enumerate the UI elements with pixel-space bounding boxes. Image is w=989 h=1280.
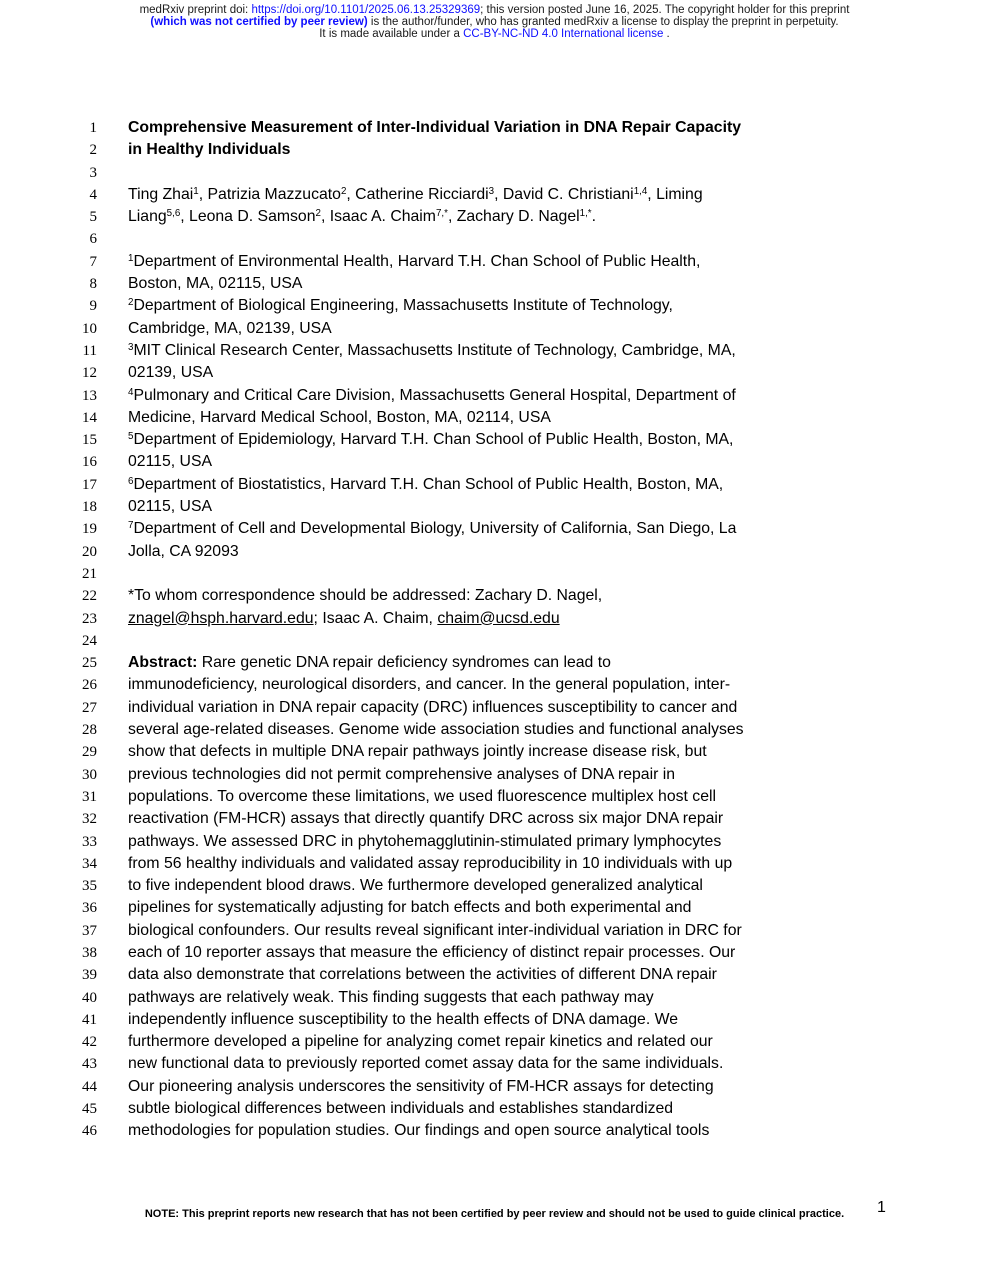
doc-line: [0, 228, 989, 250]
doc-line: [0, 1031, 989, 1053]
doc-line: [0, 340, 989, 362]
doc-line: [0, 964, 989, 986]
line-text: [128, 966, 717, 983]
line-text: [128, 1055, 723, 1072]
line-number: 10: [82, 320, 97, 337]
doc-line: [0, 652, 989, 674]
superscript: 6: [128, 475, 134, 487]
line-number: 33: [82, 833, 97, 850]
line-text: [128, 498, 212, 515]
doc-line: [0, 474, 989, 496]
doc-line: [0, 518, 989, 540]
doc-line: [0, 1076, 989, 1098]
line-number: 36: [82, 900, 97, 917]
line-text: [128, 387, 736, 404]
line-number: 18: [82, 499, 97, 516]
text-segment: in Healthy Individuals: [128, 141, 291, 159]
text-segment: several age-related diseases. Genome wide association studies and functional analyses: [128, 721, 744, 739]
doi-link[interactable]: https://doi.org/10.1101/2025.06.13.25329369: [251, 4, 481, 16]
text-segment: 02139, USA: [128, 364, 214, 382]
line-number: 16: [82, 454, 97, 471]
text-segment: subtle biological differences between individuals and establishes standardized: [128, 1100, 674, 1118]
line-text: [128, 610, 560, 627]
text-segment: independently influence susceptibility to the health effects of DNA damage. We: [128, 1010, 679, 1028]
text-segment: Liang: [128, 208, 167, 226]
doc-line: [0, 1098, 989, 1120]
line-number: 32: [82, 811, 97, 828]
email-link-znagel[interactable]: znagel@hsph.harvard.edu: [128, 609, 314, 627]
doc-line: [0, 451, 989, 473]
line-text: [128, 944, 735, 961]
text-segment: to five independent blood draws. We furthermore developed generalized analytical: [128, 877, 703, 895]
line-number: 21: [82, 565, 97, 582]
line-number: 34: [82, 855, 97, 872]
doc-line: [0, 942, 989, 964]
line-text: [128, 654, 611, 671]
page-number: 1: [877, 1199, 886, 1216]
doc-line: [0, 920, 989, 942]
text-segment: each of 10 reporter assays that measure the efficiency of distinct repair processes. Our: [128, 943, 736, 961]
doc-line: [0, 630, 989, 652]
doc-line: [0, 808, 989, 830]
text-segment: , Liming: [647, 185, 703, 203]
line-number: 37: [82, 922, 97, 939]
text-segment: , Isaac A. Chaim: [320, 208, 436, 226]
superscript: 5,6: [166, 208, 181, 220]
doc-line: [0, 608, 989, 630]
text-segment: previous technologies did not permit comprehensive analyses of DNA repair in: [128, 765, 676, 783]
doc-line: [0, 1120, 989, 1142]
line-text: [128, 431, 733, 448]
text-segment: individual variation in DNA repair capacity (DRC) influences susceptibility to cancer and: [128, 698, 738, 716]
line-number: 7: [89, 253, 97, 270]
line-text: [128, 1122, 709, 1139]
line-text: [128, 186, 703, 203]
text-segment: , Leona D. Samson: [180, 208, 316, 226]
text-segment: Jolla, CA 92093: [128, 542, 239, 560]
text-segment: , Zachary D. Nagel: [447, 208, 580, 226]
doc-line: [0, 875, 989, 897]
doc-line: [0, 206, 989, 228]
superscript: 3: [128, 341, 134, 353]
line-text: [128, 342, 736, 359]
doc-line: [0, 117, 989, 139]
line-text: [128, 1100, 673, 1117]
superscript: 4: [128, 386, 134, 398]
line-text: [128, 275, 302, 292]
line-text: [128, 1011, 678, 1028]
line-number: 9: [89, 298, 97, 315]
line-number: 30: [82, 766, 97, 783]
line-number: 38: [82, 944, 97, 961]
line-number: 20: [82, 543, 97, 560]
line-number: 22: [82, 588, 97, 605]
text-segment: Medicine, Harvard Medical School, Boston, MA, 02114, USA: [128, 408, 551, 426]
text-segment: ; Isaac A. Chaim,: [313, 609, 438, 627]
superscript: 7: [128, 520, 134, 532]
doc-line: [0, 162, 989, 184]
doc-line: [0, 541, 989, 563]
line-text: [128, 141, 290, 158]
text-segment: show that defects in multiple DNA repair pathways jointly increase disease risk, but: [128, 743, 707, 761]
doc-line: [0, 563, 989, 585]
text-segment: Boston, MA, 02115, USA: [128, 275, 303, 293]
text-segment: pathways. We assessed DRC in phytohemagglutinin-stimulated primary lymphocytes: [128, 832, 722, 850]
manuscript-body: [0, 117, 989, 1143]
line-number: 39: [82, 967, 97, 984]
line-text: [128, 766, 675, 783]
preprint-header-line-3: [0, 29, 989, 41]
line-number: 41: [82, 1011, 97, 1028]
line-number: 24: [82, 632, 97, 649]
doc-line: [0, 741, 989, 763]
line-number: 3: [89, 164, 97, 181]
line-text: [128, 409, 551, 426]
line-number: 11: [82, 342, 97, 359]
doc-line: [0, 853, 989, 875]
doc-line: [0, 295, 989, 317]
text-segment: Rare genetic DNA repair deficiency syndromes can lead to: [197, 654, 611, 672]
doc-line: [0, 674, 989, 696]
text-segment: 02115, USA: [128, 453, 213, 471]
line-number: 40: [82, 989, 97, 1006]
text-segment: is the author/funder, who has granted medRxiv a license to display the preprint in perpetuity.: [367, 15, 839, 28]
doc-line: [0, 719, 989, 741]
text-segment: .: [591, 208, 596, 226]
superscript: 2: [340, 185, 347, 197]
line-number: 28: [82, 722, 97, 739]
superscript: 1: [128, 252, 134, 264]
text-segment: Our pioneering analysis underscores the sensitivity of FM-HCR assays for detecting: [128, 1077, 714, 1095]
superscript: 3: [488, 185, 495, 197]
line-number: 8: [89, 276, 97, 293]
line-text: [128, 253, 700, 270]
text-segment: data also demonstrate that correlations between the activities of different DNA repair: [128, 966, 717, 984]
doc-line: [0, 987, 989, 1009]
line-number: 23: [82, 610, 97, 627]
text-segment: Department of Epidemiology, Harvard T.H. Chan School of Public Health, Boston, MA,: [133, 431, 734, 449]
line-number: 17: [82, 476, 97, 493]
line-number: 25: [82, 655, 97, 672]
line-number: 6: [89, 231, 97, 248]
line-text: [128, 208, 596, 225]
doc-line: [0, 764, 989, 786]
text-segment: Department of Biostatistics, Harvard T.H. Chan School of Public Health, Boston, MA,: [133, 475, 724, 493]
text-segment: furthermore developed a pipeline for analyzing comet repair kinetics and related our: [128, 1033, 713, 1051]
text-segment: new functional data to previously reported comet assay data for the same individuals.: [128, 1055, 724, 1073]
doc-line: [0, 697, 989, 719]
line-number: 45: [82, 1101, 97, 1118]
text-segment: 02115, USA: [128, 498, 213, 516]
text-segment: immunodeficiency, neurological disorders, and cancer. In the general population, inter-: [128, 676, 731, 694]
text-segment: pipelines for systematically adjusting for batch effects and both experimental and: [128, 899, 692, 917]
line-number: 4: [89, 186, 97, 203]
not-certified-notice: (which was not certified by peer review): [150, 15, 368, 28]
email-link-chaim[interactable]: chaim@ucsd.edu: [437, 609, 560, 627]
doc-line: [0, 385, 989, 407]
text-segment: Pulmonary and Critical Care Division, Massachusetts General Hospital, Department of: [133, 386, 736, 404]
line-text: [128, 743, 707, 760]
line-text: [128, 676, 730, 693]
line-text: [128, 587, 602, 604]
line-text: [128, 1033, 713, 1050]
doc-line: [0, 184, 989, 206]
superscript: 2: [128, 297, 134, 309]
text-segment: , Catherine Ricciardi: [346, 185, 489, 203]
superscript: 1,*: [579, 208, 592, 220]
line-number: 31: [82, 788, 97, 805]
line-text: [128, 899, 691, 916]
superscript: 7,*: [435, 208, 448, 220]
doc-line: [0, 585, 989, 607]
doc-line: [0, 273, 989, 295]
line-text: [128, 810, 723, 827]
text-segment: .: [663, 27, 670, 40]
text-segment: Comprehensive Measurement of Inter-Individual Variation in DNA Repair Capacity: [128, 119, 742, 136]
doc-line: [0, 786, 989, 808]
text-segment: biological confounders. Our results reveal significant inter-individual variation in DRC for: [128, 921, 742, 939]
text-segment: populations. To overcome these limitations, we used fluorescence multiplex host cell: [128, 787, 717, 805]
line-text: [128, 922, 742, 939]
text-segment: from 56 healthy individuals and validated assay reproducibility in 10 individuals with up: [128, 854, 733, 872]
line-number: 44: [82, 1078, 97, 1095]
text-segment: It is made available under a: [319, 27, 464, 40]
line-text: [128, 877, 703, 894]
line-text: [128, 699, 737, 716]
text-segment: Department of Environmental Health, Harvard T.H. Chan School of Public Health,: [133, 252, 701, 270]
line-number: 43: [82, 1056, 97, 1073]
line-text: [128, 721, 744, 738]
license-link[interactable]: CC-BY-NC-ND 4.0 International license: [463, 27, 664, 40]
line-text: [128, 520, 736, 537]
line-number: 12: [82, 365, 97, 382]
line-text: [128, 855, 732, 872]
line-number: 14: [82, 409, 97, 426]
line-number: 35: [82, 878, 97, 895]
footer-note: NOTE: This preprint reports new research that has not been certified by peer review and should not be used to guide clinical practice.: [144, 1208, 845, 1220]
text-segment: Abstract:: [128, 654, 198, 672]
line-number: 5: [89, 209, 97, 226]
doc-line: [0, 407, 989, 429]
line-text: [128, 119, 741, 136]
text-segment: , Patrizia Mazzucato: [198, 185, 341, 203]
line-text: [128, 476, 723, 493]
text-segment: Department of Cell and Developmental Biology, University of California, San Diego, La: [133, 520, 737, 538]
line-number: 42: [82, 1034, 97, 1051]
text-segment: methodologies for population studies. Our findings and open source analytical tools: [128, 1122, 710, 1140]
doc-line: [0, 429, 989, 451]
line-text: [128, 543, 239, 560]
line-number: 29: [82, 744, 97, 761]
line-number: 13: [82, 387, 97, 404]
line-text: [128, 833, 721, 850]
line-text: [128, 1078, 714, 1095]
text-segment: pathways are relatively weak. This finding suggests that each pathway may: [128, 988, 654, 1006]
line-number: 15: [82, 432, 97, 449]
text-segment: Department of Biological Engineering, Massachusetts Institute of Technology,: [133, 297, 673, 315]
text-segment: ; this version posted June 16, 2025. The copyright holder for this preprint: [480, 4, 850, 16]
line-text: [128, 320, 332, 337]
doc-line: [0, 897, 989, 919]
line-text: [128, 364, 213, 381]
line-number: 19: [82, 521, 97, 538]
line-text: [128, 453, 212, 470]
doc-line: [0, 831, 989, 853]
doc-line: [0, 251, 989, 273]
superscript: 2: [315, 208, 321, 220]
text-segment: medRxiv preprint doi:: [139, 4, 252, 16]
line-text: [128, 989, 654, 1006]
doc-line: [0, 496, 989, 518]
preprint-header: [0, 5, 989, 40]
line-text: [128, 297, 673, 314]
doc-line: [0, 318, 989, 340]
superscript: 1: [193, 185, 199, 197]
text-segment: , David C. Christiani: [494, 185, 634, 203]
line-number: 46: [82, 1123, 97, 1140]
doc-line: [0, 1053, 989, 1075]
doc-line: [0, 139, 989, 161]
text-segment: Ting Zhai: [128, 185, 194, 203]
line-number: 1: [89, 120, 97, 136]
superscript: 1,4: [633, 185, 648, 197]
text-segment: *To whom correspondence should be addressed: Zachary D. Nagel,: [128, 587, 603, 605]
text-segment: Cambridge, MA, 02139, USA: [128, 319, 332, 337]
line-text: [128, 788, 716, 805]
doc-line: [0, 362, 989, 384]
line-number: 2: [89, 142, 97, 159]
superscript: 5: [128, 431, 134, 443]
line-number: 26: [82, 677, 97, 694]
text-segment: MIT Clinical Research Center, Massachusetts Institute of Technology, Cambridge, MA,: [133, 341, 736, 359]
text-segment: reactivation (FM-HCR) assays that directly quantify DRC across six major DNA repair: [128, 810, 724, 828]
line-number: 27: [82, 699, 97, 716]
doc-line: [0, 1009, 989, 1031]
